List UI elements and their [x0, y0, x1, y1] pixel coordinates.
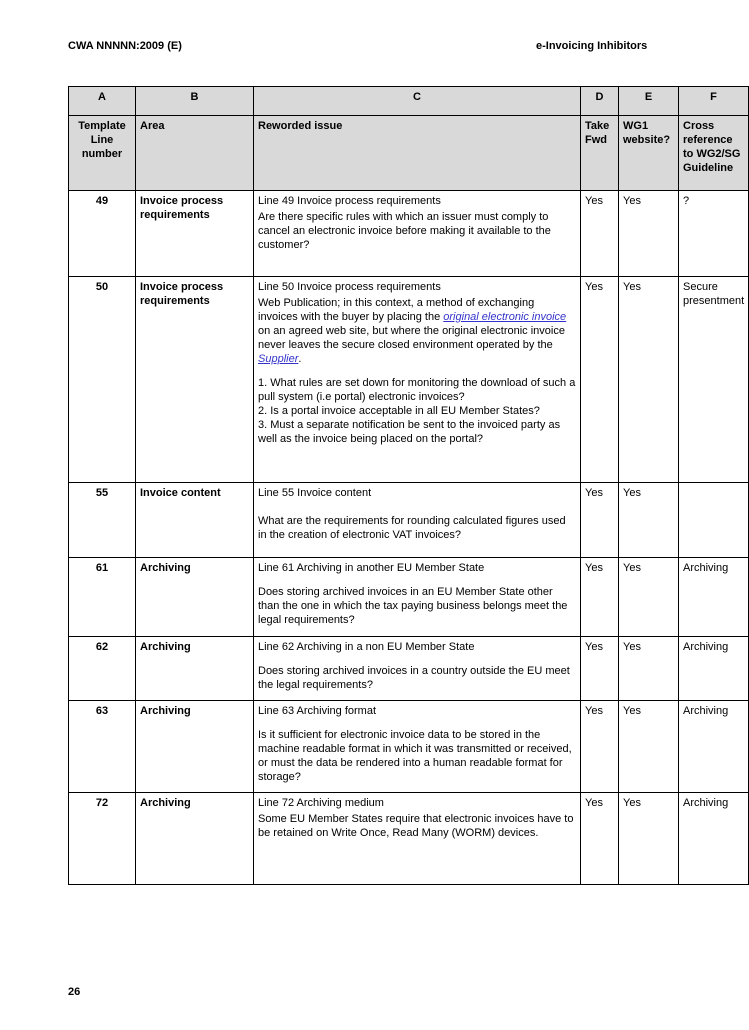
issue-title: Line 63 Archiving format — [258, 705, 377, 717]
column-letter-d: D — [581, 87, 619, 116]
wg1-website-value: Yes — [619, 793, 679, 885]
line-number: 55 — [69, 483, 136, 558]
column-letter-f: F — [679, 87, 749, 116]
question-2: 2. Is a portal invoice acceptable in all EU Member States? — [258, 405, 540, 417]
line-number: 62 — [69, 637, 136, 701]
cross-reference-value — [679, 483, 749, 558]
issue-text-part: Web Publication; in this context, a method of exchanging invoices with the buyer by placing the — [258, 297, 535, 323]
issue-title: Line 72 Archiving medium — [258, 797, 384, 809]
issue-text: Does storing archived invoices in an EU Member State other than the one in which the tax paying business belongs meet the legal requirements? — [258, 586, 568, 626]
issue-text — [258, 296, 576, 446]
table-row — [69, 793, 749, 885]
line-number: 63 — [69, 701, 136, 793]
column-letter-c: C — [254, 87, 581, 116]
area: Invoice process requirements — [136, 277, 254, 483]
cross-reference-value: ? — [679, 191, 749, 277]
cross-reference-value: Secure presentment — [679, 277, 749, 483]
document-title: e-Invoicing Inhibitors — [536, 40, 648, 52]
area: Archiving — [136, 637, 254, 701]
issue-cell — [254, 277, 581, 483]
wg1-website-value: Yes — [619, 637, 679, 701]
header-reworded-issue: Reworded issue — [254, 116, 581, 191]
wg1-website-value: Yes — [619, 701, 679, 793]
issue-paragraph — [258, 296, 576, 366]
cross-reference-value: Archiving — [679, 637, 749, 701]
issue-cell — [254, 793, 581, 885]
area: Archiving — [136, 558, 254, 637]
issue-questions — [258, 376, 576, 446]
issue-text-part: . — [298, 353, 302, 365]
area: Archiving — [136, 793, 254, 885]
take-fwd-value: Yes — [581, 558, 619, 637]
header-take-fwd: Take Fwd — [581, 116, 619, 191]
header-area: Area — [136, 116, 254, 191]
issue-cell — [254, 701, 581, 793]
wg1-website-value: Yes — [619, 558, 679, 637]
header-cross-reference: Cross reference to WG2/SG Guideline — [679, 116, 749, 191]
take-fwd-value: Yes — [581, 793, 619, 885]
table-row — [69, 701, 749, 793]
issue-title: Line 50 Invoice process requirements — [258, 281, 441, 293]
header-template-line: Template Line number — [69, 116, 136, 191]
cross-reference-value: Archiving — [679, 558, 749, 637]
take-fwd-value: Yes — [581, 277, 619, 483]
issue-text: Does storing archived invoices in a country outside the EU meet the legal requirements? — [258, 665, 570, 691]
cross-reference-value: Archiving — [679, 793, 749, 885]
question-1: 1. What rules are set down for monitoring the download of such a pull system (i.e portal) electronic invoices? — [258, 377, 576, 403]
issues-table — [68, 86, 749, 885]
issue-title: Line 49 Invoice process requirements — [258, 195, 441, 207]
wg1-website-value: Yes — [619, 191, 679, 277]
area: Invoice content — [136, 483, 254, 558]
wg1-website-value: Yes — [619, 483, 679, 558]
question-3: 3. Must a separate notification be sent to the invoiced party as well as the invoice being placed on the portal? — [258, 419, 561, 445]
table-row — [69, 483, 749, 558]
column-letter-row — [69, 87, 749, 116]
line-number: 50 — [69, 277, 136, 483]
issue-text: Is it sufficient for electronic invoice data to be stored in the machine readable format in which it was transmitted or received, or must the data be rendered into a human readable format for storage? — [258, 729, 572, 783]
original-electronic-invoice-link[interactable]: original electronic invoice — [443, 311, 567, 323]
issue-text: Are there specific rules with which an issuer must comply to cancel an electronic invoice before making it available to the customer? — [258, 211, 551, 251]
issue-cell — [254, 191, 581, 277]
table-row — [69, 558, 749, 637]
issue-text: What are the requirements for rounding calculated figures used in the creation of electronic VAT invoices? — [258, 515, 566, 541]
column-letter-e: E — [619, 87, 679, 116]
table-row — [69, 277, 749, 483]
column-header-row — [69, 116, 749, 191]
issue-text: Some EU Member States require that electronic invoices have to be retained on Write Once, Read Many (WORM) devices. — [258, 813, 574, 839]
column-letter-b: B — [136, 87, 254, 116]
issue-text-part: on an agreed web site, but where the original electronic invoice never leaves the secure closed environment operated by the — [258, 325, 565, 351]
line-number: 72 — [69, 793, 136, 885]
wg1-website-value: Yes — [619, 277, 679, 483]
page-number: 26 — [68, 986, 81, 998]
column-letter-a: A — [69, 87, 136, 116]
take-fwd-value: Yes — [581, 191, 619, 277]
issue-title: Line 55 Invoice content — [258, 487, 372, 499]
take-fwd-value: Yes — [581, 483, 619, 558]
area: Invoice process requirements — [136, 191, 254, 277]
table-row — [69, 191, 749, 277]
issue-cell — [254, 637, 581, 701]
issue-cell — [254, 558, 581, 637]
take-fwd-value: Yes — [581, 701, 619, 793]
area: Archiving — [136, 701, 254, 793]
line-number: 61 — [69, 558, 136, 637]
supplier-link[interactable]: Supplier — [258, 353, 299, 365]
table-row — [69, 637, 749, 701]
issue-cell — [254, 483, 581, 558]
header-wg1-website: WG1 website? — [619, 116, 679, 191]
issue-title: Line 62 Archiving in a non EU Member State — [258, 641, 475, 653]
line-number: 49 — [69, 191, 136, 277]
issue-title: Line 61 Archiving in another EU Member State — [258, 562, 485, 574]
document-id: CWA NNNNN:2009 (E) — [68, 40, 182, 52]
take-fwd-value: Yes — [581, 637, 619, 701]
cross-reference-value: Archiving — [679, 701, 749, 793]
